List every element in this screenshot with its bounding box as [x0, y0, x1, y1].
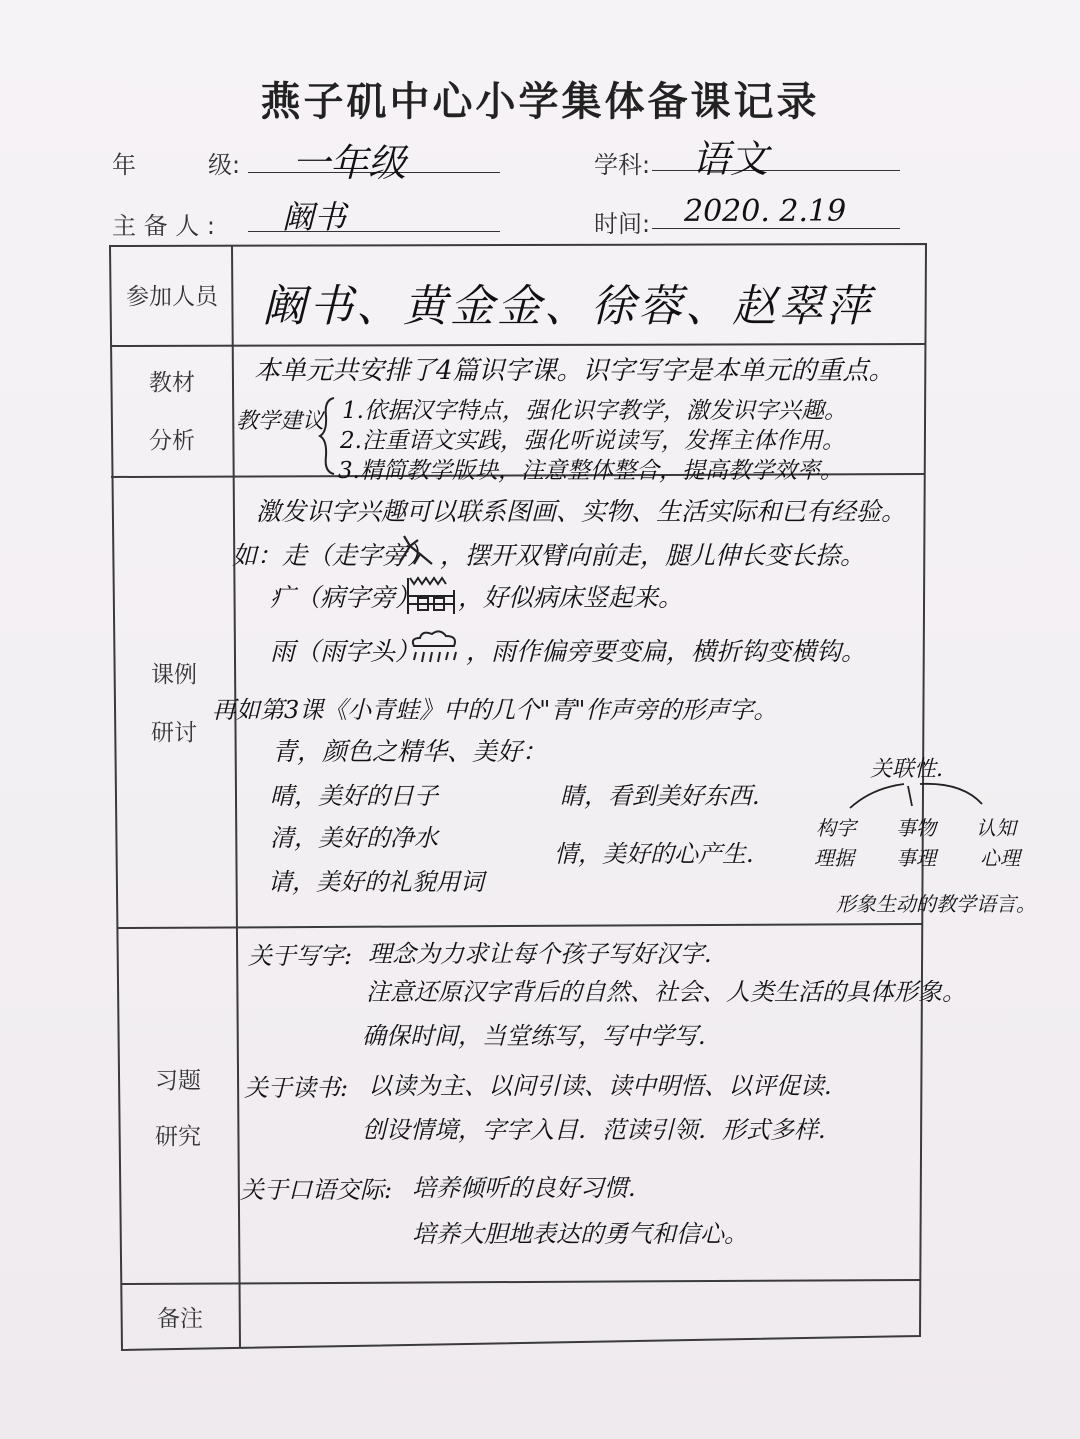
- note-col-0-top: 构字: [816, 816, 856, 840]
- lesson-line-1b: ，摆开双臂向前走，腿儿伸长变长捺。: [440, 541, 866, 570]
- lesson-line-2b: ，好似病床竖起来。: [458, 583, 684, 612]
- walking-figure-sketch: [396, 532, 438, 568]
- material-label-2: 分析: [149, 428, 195, 454]
- remarks-label: 备注: [157, 1306, 203, 1332]
- subject-underline: [652, 170, 900, 171]
- reading-line-1: 创设情境，字字入目．范读引领．形式多样.: [362, 1116, 826, 1144]
- rain-cloud-sketch: [406, 628, 462, 666]
- phonetic-right-0: 睛，看到美好东西.: [560, 782, 760, 810]
- note-col-2-bottom: 心理: [980, 846, 1020, 870]
- brace-mark: [318, 396, 338, 476]
- oral-line-1: 培养大胆地表达的勇气和信心。: [412, 1220, 748, 1248]
- lesson-line-1: 如：走（走字旁）: [232, 541, 433, 570]
- exercise-label-1: 习题: [155, 1068, 201, 1094]
- lesson-line-5: 青，颜色之精华、美好：: [272, 737, 548, 766]
- note-relevance: 关联性.: [870, 757, 943, 782]
- oral-label: 关于口语交际:: [240, 1176, 393, 1204]
- phonetic-left-0: 晴，美好的日子: [270, 782, 438, 810]
- material-line-0: 本单元共安排了4篇识字课。识字写字是本单元的重点。: [254, 356, 895, 386]
- time-value: 2020. 2.19: [684, 194, 847, 229]
- grade-label: 年 级:: [112, 151, 241, 179]
- lesson-line-4: 再如第3课《小青蛙》中的几个"青"作声旁的形声字。: [212, 696, 778, 724]
- subject-label: 学科:: [594, 151, 651, 179]
- page-title: 燕子矶中心小学集体备课记录: [260, 79, 820, 125]
- phonetic-right-1: 情，美好的心产生.: [554, 840, 754, 868]
- grade-value: 一年级: [292, 141, 407, 185]
- writing-line-0: 理念为力求让每个孩子写好汉字.: [368, 940, 712, 968]
- lesson-line-0: 激发识字兴趣可以联系图画、实物、生活实际和已有经验。: [256, 497, 907, 526]
- subject-value: 语文: [692, 137, 769, 181]
- lesson-line-2: 疒（病字旁）: [270, 583, 421, 612]
- note-col-1-bottom: 事理: [896, 846, 936, 870]
- material-label-1: 教材: [149, 370, 195, 396]
- reading-line-0: 以读为主、以问引读、读中明悟、以评促读.: [368, 1072, 832, 1100]
- remarks-field: [244, 1288, 914, 1342]
- host-value: 阚书: [282, 198, 347, 236]
- exercise-label-2: 研究: [155, 1124, 201, 1150]
- lesson-line-3: 雨（雨字头）: [270, 637, 421, 666]
- participants-value: 阚书、黄金金、徐蓉、赵翠萍: [262, 281, 873, 332]
- phonetic-left-2: 请，美好的礼貌用词: [268, 868, 484, 896]
- reading-label: 关于读书:: [244, 1074, 349, 1102]
- teaching-advice-label: 教学建议: [236, 409, 325, 434]
- writing-line-2: 确保时间，当堂练写，写中学写.: [362, 1022, 706, 1050]
- material-line-2: 2.注重语文实践，强化听说读写，发挥主体作用。: [340, 428, 845, 454]
- lesson-label-2: 研讨: [151, 720, 197, 746]
- sickbed-sketch: [404, 574, 458, 618]
- phonetic-left-1: 清，美好的净水: [270, 824, 438, 852]
- note-col-0-bottom: 理据: [814, 846, 854, 870]
- material-line-3: 3.精简教学版块，注意整体整合，提高教学效率。: [338, 458, 843, 484]
- note-col-2-top: 认知: [976, 816, 1016, 840]
- note-vivid-language: 形象生动的教学语言。: [836, 892, 1036, 916]
- note-col-1-top: 事物: [896, 816, 936, 840]
- writing-line-1: 注意还原汉字背后的自然、社会、人类生活的具体形象。: [366, 978, 966, 1006]
- time-label: 时间:: [594, 210, 651, 238]
- material-line-1: 1.依据汉字特点，强化识字教学，激发识字兴趣。: [342, 398, 847, 424]
- oral-line-0: 培养倾听的良好习惯.: [412, 1174, 636, 1202]
- host-label: 主 备 人 :: [112, 212, 215, 240]
- writing-label: 关于写字:: [248, 942, 353, 970]
- lesson-line-3b: ，雨作偏旁要变扁，横折钩变横钩。: [466, 637, 867, 666]
- lesson-label-1: 课例: [151, 662, 197, 688]
- note-arrows: [832, 776, 1022, 816]
- participants-label: 参加人员: [126, 284, 218, 310]
